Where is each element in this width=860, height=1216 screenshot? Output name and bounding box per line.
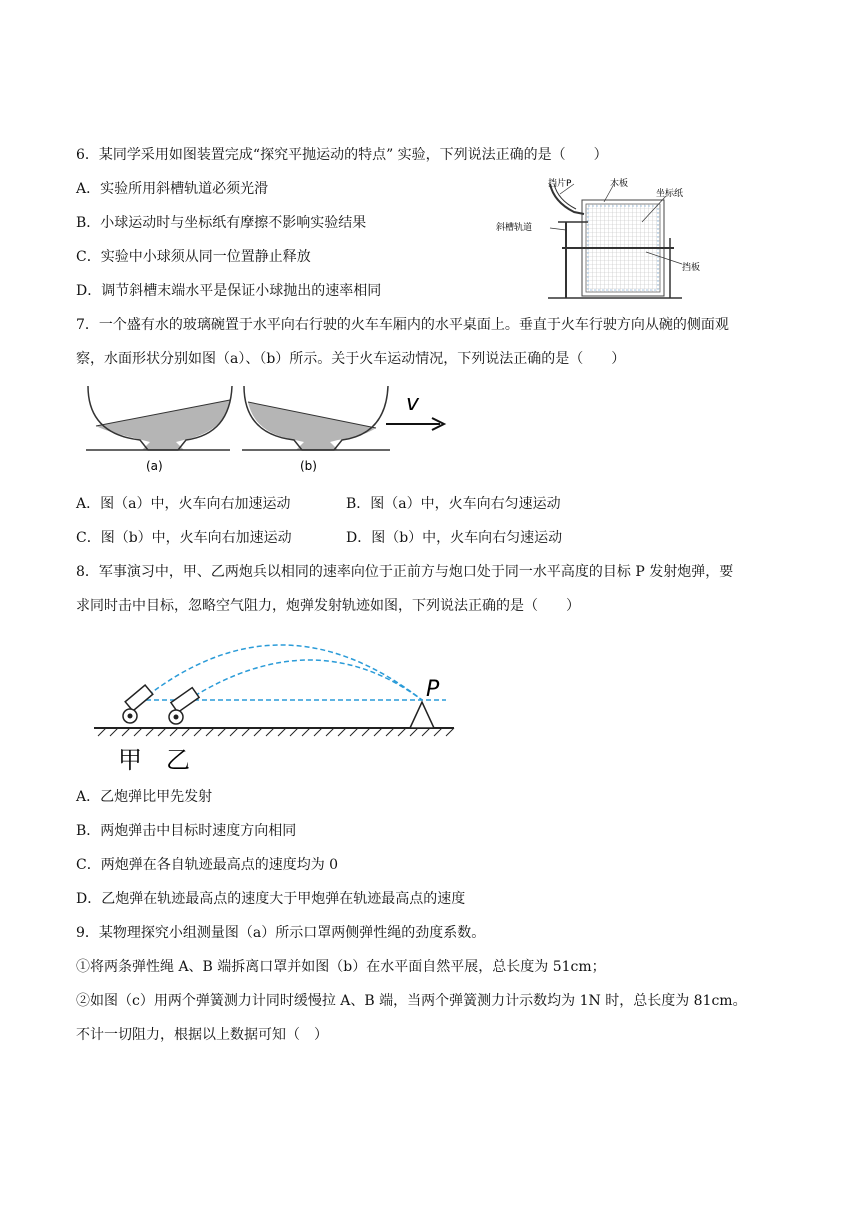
label-grid-paper: 坐标纸	[656, 189, 684, 199]
q8-option-a: A．乙炮弹比甲先发射	[76, 789, 213, 805]
q7-option-a: A．图（a）中，火车向右加速运动	[76, 496, 291, 512]
q7-option-d: D．图（b）中，火车向右匀速运动	[346, 530, 563, 546]
q8-stem-line2: 求同时击中目标，忽略空气阻力，炮弹发射轨迹如图，下列说法正确的是（ ）	[76, 598, 580, 614]
label-jia: 甲	[118, 746, 142, 774]
label-p: P	[426, 677, 440, 702]
q6-option-c: C．实验中小球须从同一位置静止释放	[76, 249, 311, 265]
q8-option-c: C．两炮弹在各自轨迹最高点的速度均为 0	[76, 857, 339, 873]
q7-bowls-figure	[80, 380, 460, 475]
label-stop-plate: 挡板	[682, 263, 701, 273]
q9-stem: 9．某物理探究小组测量图（a）所示口罩两侧弹性绳的劲度系数。	[76, 925, 486, 941]
q6-option-a: A．实验所用斜槽轨道必须光滑	[76, 181, 269, 197]
label-yi: 乙	[166, 746, 190, 774]
label-a: (a)	[146, 459, 163, 473]
label-b: (b)	[300, 459, 317, 473]
bowl-b-water	[248, 402, 376, 450]
q6-apparatus-figure	[496, 172, 706, 302]
q7-stem-line2: 察，水面形状分别如图（a）、（b）所示。关于火车运动情况，下列说法正确的是（ ）	[76, 351, 626, 367]
bowl-a-water	[96, 400, 230, 450]
q8-option-d: D．乙炮弹在轨迹最高点的速度大于甲炮弹在轨迹最高点的速度	[76, 891, 466, 907]
label-chute: 斜槽轨道	[496, 223, 533, 233]
q9-step3: 不计一切阻力，根据以上数据可知（ ）	[76, 1027, 328, 1043]
q6-stem: 6．某同学采用如图装置完成“探究平抛运动的特点” 实验，下列说法正确的是（ ）	[76, 147, 608, 163]
cannon-yi	[169, 688, 199, 724]
label-baffle-p: 挡片P	[548, 179, 572, 189]
q9-step1: ①将两条弹性绳 A、B 端拆离口罩并如图（b）在水平面自然平展，总长度为 51cm；	[76, 959, 606, 975]
q8-stem-line1: 8．军事演习中，甲、乙两炮兵以相同的速率向位于正前方与炮口处于同一水平高度的目标 P 发射炮弹，要	[76, 564, 734, 580]
q6-option-b: B．小球运动时与坐标纸有摩擦不影响实验结果	[76, 215, 367, 231]
trajectory-jia	[142, 645, 422, 700]
target-p	[410, 702, 434, 728]
q7-stem-line1: 7．一个盛有水的玻璃碗置于水平向右行驶的火车车厢内的水平桌面上。垂直于火车行驶方向从碗的侧面观	[76, 317, 729, 333]
q7-option-c: C．图（b）中，火车向右加速运动	[76, 530, 292, 546]
q9-step2: ②如图（c）用两个弹簧测力计同时缓慢拉 A、B 端，当两个弹簧测力计示数均为 1N 时，总长度为 81cm。	[76, 993, 747, 1009]
q8-option-b: B．两炮弹击中目标时速度方向相同	[76, 823, 297, 839]
label-wood-board: 木板	[610, 179, 629, 189]
q7-option-b: B．图（a）中，火车向右匀速运动	[346, 496, 561, 512]
q8-artillery-figure	[84, 630, 464, 780]
cannon-jia	[123, 685, 153, 723]
q6-option-d: D．调节斜槽末端水平是保证小球抛出的速率相同	[76, 283, 382, 299]
trajectory-yi	[188, 660, 422, 700]
label-v: v	[406, 391, 420, 416]
